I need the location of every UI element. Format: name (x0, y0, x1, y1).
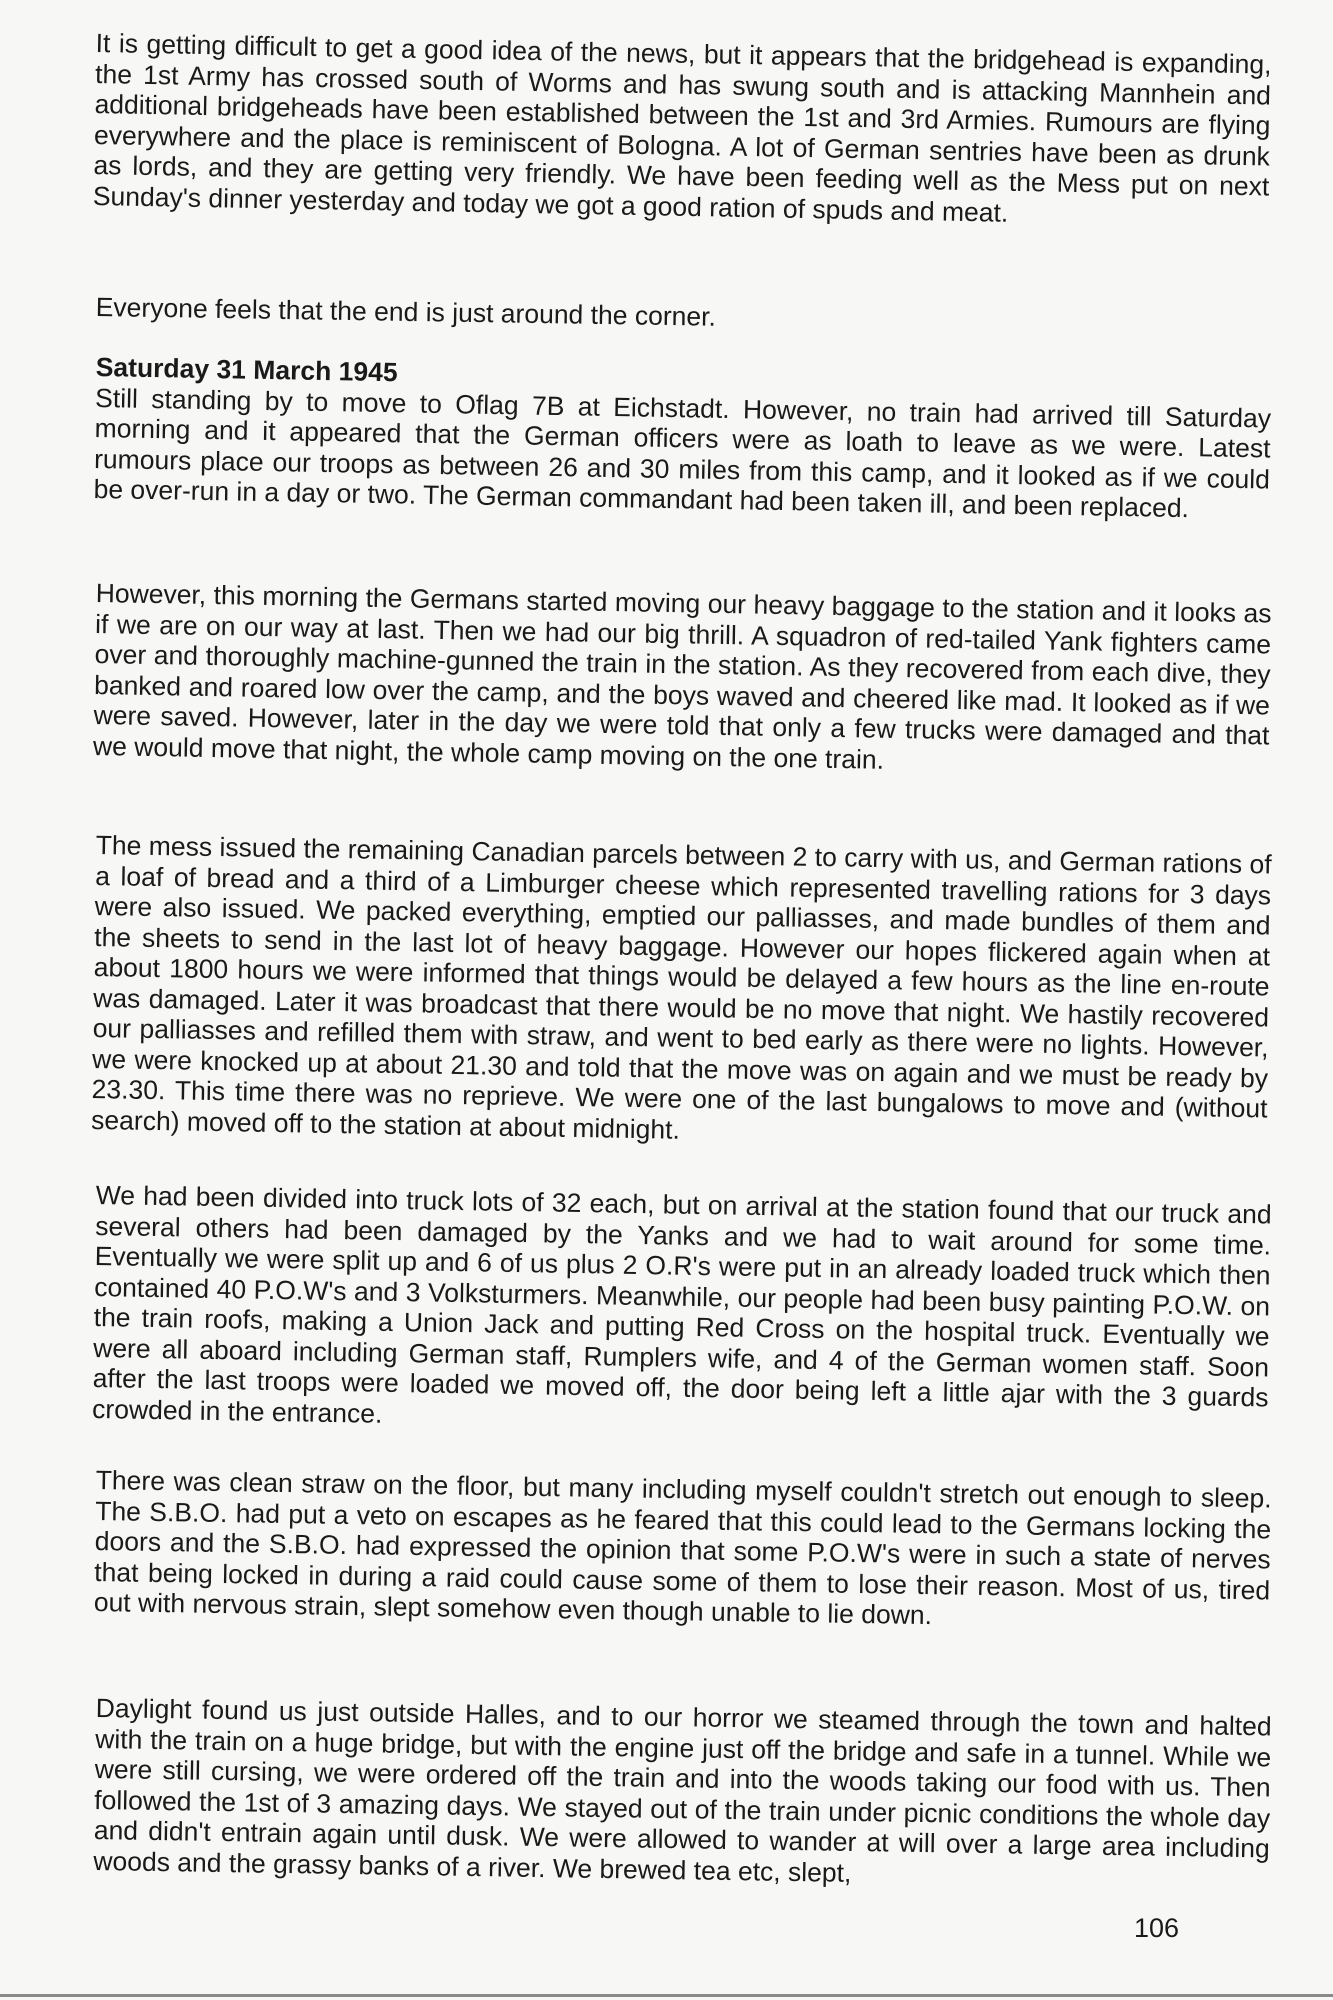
paragraph-text: There was clean straw on the floor, but many including myself couldn't stretch out enough to sleep. The S.B.O. had put a veto on escapes as he feared that this could lead to the Germans locking the doors and the S.B.O. had expressed the opinion that some P.O.W's were in such a state of nerves that being locked in during a raid could cause some of them to lose their reason. Most of us, tired out with nervous strain, slept somehow even though unable to lie down. (93, 1465, 1272, 1631)
page-number: 106 (1134, 1913, 1180, 1943)
paragraph-text: Daylight found us just outside Halles, and to our horror we steamed through the town and halted with the train on a huge bridge, but with the engine just off the bridge and safe in a tunnel. While we were still cursing, we were ordered off the train and into the woods taking our food with us. Then followed the 1st of 3 amazing days. We stayed out of the train under picnic conditions the whole day and didn't entrain again until dusk. We were allowed to wander at will over a large area including woods and the grassy banks of a river. We brewed tea etc, slept, (93, 1693, 1272, 1888)
paragraph-trucks (92, 1180, 1272, 1443)
paragraph-text: It is getting difficult to get a good idea of the news, but it appears that the bridgehead is expanding, the 1st Army has crossed south of Worms and has swung south and is attacking Mannhein and additional bridgeheads have been established between the 1st and 3rd Armies. Rumours are flying everywhere and the place is reminiscent of Bologna. A lot of German sentries have been as drunk as lords, and they are getting very friendly. We have been feeding well as the Mess put on next Sunday's dinner yesterday and today we got a good ration of spuds and meat. (92, 28, 1272, 228)
paragraph-yank-fighters (93, 578, 1272, 781)
entry-date-heading: Saturday 31 March 1945 (95, 352, 398, 388)
paragraph-rations (91, 830, 1272, 1154)
paragraph-text: The mess issued the remaining Canadian parcels between 2 to carry with us, and German rations of a loaf of bread and a third of a Limburger cheese which represented travelling rations for 3 days were also issued. We packed everything, emptied our palliasses, and made bundles of them and the sheets to send in the last lot of heavy baggage. However our hopes flickered again when at about 1800 hours we were informed that things would be delayed a few hours as the line en-route was damaged. Later it was broadcast that there would be no move that night. We hastily recovered our palliasses and refilled them with straw, and went to bed early as there were no lights. However, we were knocked up at about 21.30 and told that the move was on again and we must be ready by 23.30. This time there was no reprieve. We were one of the last bungalows to move and (without search) moved off to the station at about midnight. (90, 830, 1272, 1145)
paragraph-straw (94, 1465, 1272, 1636)
paragraph-text: Still standing by to move to Oflag 7B at Eichstadt. However, no train had arrived till Saturday morning and it appeared that the German officers were as loath to leave as we were. Latest rumours place our troops as between 26 and 30 miles from this camp, and it looked as if we could be over-run in a day or two. The German commandant had been taken ill, and been replaced. (93, 382, 1272, 524)
paragraph-halles (93, 1693, 1272, 1894)
paragraph-text: However, this morning the Germans started moving our heavy baggage to the station and it looks as if we are on our way at last. Then we had our big thrill. A squadron of red-tailed Yank fighters came over and thoroughly machine-gunned the train in the station. As they recovered from each dive, they banked and roared low over the camp, and the boys waved and cheered like mad. It looked as if we were saved. However, later in the day we were told that only a few trucks were damaged and that we would move that night, the whole camp moving on the one train. (92, 578, 1272, 775)
paragraph-text: We had been divided into truck lots of 32 each, but on arrival at the station found that our truck and several others had been damaged by the Yanks and we had to wait around for some time. Eventually we were split up and 6 of us plus 2 O.R's were put in an already loaded truck which then contained 40 P.O.W's and 3 Volksturmers. Meanwhile, our people had been busy painting P.O.W. on the train roofs, making a Union Jack and putting Red Cross on the hospital truck. Eventually we were all aboard including German staff, Rumplers wife, and 4 of the German women staff. Soon after the last troops were loaded we moved off, the door being left a little ajar with the 3 guards crowded in the entrance. (91, 1180, 1272, 1429)
diary-entry (93, 352, 1271, 525)
paragraph-end-near (96, 292, 1272, 341)
page-bottom-rule (0, 1994, 1333, 1997)
paragraph-news (93, 28, 1272, 233)
paragraph-text: Everyone feels that the end is just around the corner. (95, 292, 717, 332)
